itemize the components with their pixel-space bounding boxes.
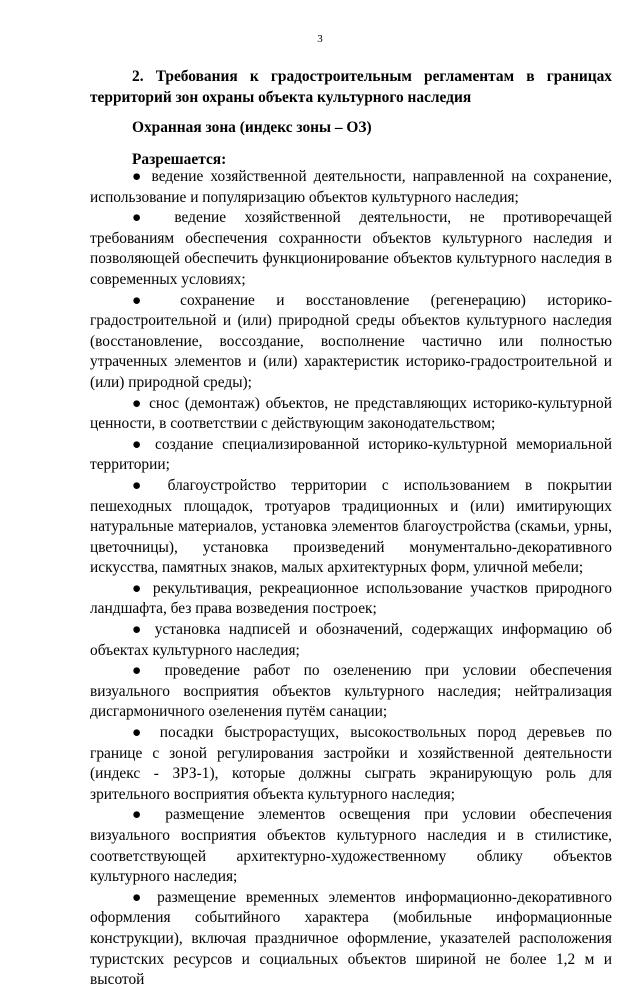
list-item: ● размещение временных элементов информационно-декоративного оформления событийного характера (мобильные информационные конструкции), включая праздничное оформление, указателей расположения туристских ресурсов и социальных объектов шириной не более 1,2 м и высотой: [90, 888, 612, 989]
list-item: ● установка надписей и обозначений, содержащих информацию об объектах культурного наследия;: [90, 621, 612, 659]
list-item: ● ведение хозяйственной деятельности, направленной на сохранение, использование и популяризацию объектов культурного наследия;: [90, 168, 612, 206]
section-heading-line-1: 2. Требования к градостроительным регламентам в границах: [132, 68, 612, 85]
allowed-items-list: [90, 167, 612, 991]
list-item: ● размещение элементов освещения при условии обеспечения визуального восприятия объектов культурного наследия и в стилистике, соответствующей архитектурно-художественному облику объектов культурного наследия;: [90, 806, 612, 886]
list-item: ● создание специализированной историко-культурной мемориальной территории;: [90, 435, 612, 474]
list-item: ● посадки быстрорастущих, высокоствольных пород деревьев по границе с зоной регулирования застройки и хозяйственной деятельности (индекс - ЗРЗ-1), которые должны сыграть экранирующую роль для зрительного восприятия объекта культурного наследия;: [90, 724, 612, 803]
list-item: ● проведение работ по озеленению при условии обеспечения визуального восприятия объектов культурного наследия; нейтрализация дисгармоничного озеленения путём санации;: [90, 662, 612, 721]
list-item: ● сохранение и восстановление (регенерацию) историко-градостроительной и (или) природной среды объектов культурного наследия (восстановление, воссоздание, восполнение частично или полностью утраченных элементов и (или) характеристик историко-градостроительной и (или) природной среды);: [90, 291, 612, 391]
list-item: ● благоустройство территории с использованием в покрытии пешеходных площадок, тротуаров традиционных и (или) имитирующих натуральные материалов, установка элементов благоустройства (скамьи, урны, цветочницы), установка произведений монументально-декоративного искусства, памятных знаков, малых архитектурных форм, уличной мебели;: [90, 476, 612, 577]
list-item: ● снос (демонтаж) объектов, не представляющих историко-культурной ценности, в соответствии с действующим законодательством;: [90, 394, 612, 433]
list-item: ● ведение хозяйственной деятельности, не противоречащей требованиям обеспечения сохранности объектов культурного наследия и позволяющей обеспечить функционирование объектов культурного наследия в современных условиях;: [90, 209, 612, 288]
zone-heading: Охранная зона (индекс зоны – ОЗ): [132, 119, 372, 136]
section-heading-line-2: территорий зон охраны объекта культурного наследия: [90, 88, 472, 106]
section-heading: [90, 67, 612, 108]
allowed-heading: Разрешается:: [132, 151, 227, 168]
list-item: ● рекультивация, рекреационное использование участков природного ландшафта, без права возведения построек;: [90, 579, 612, 618]
page-number: 3: [317, 33, 323, 45]
